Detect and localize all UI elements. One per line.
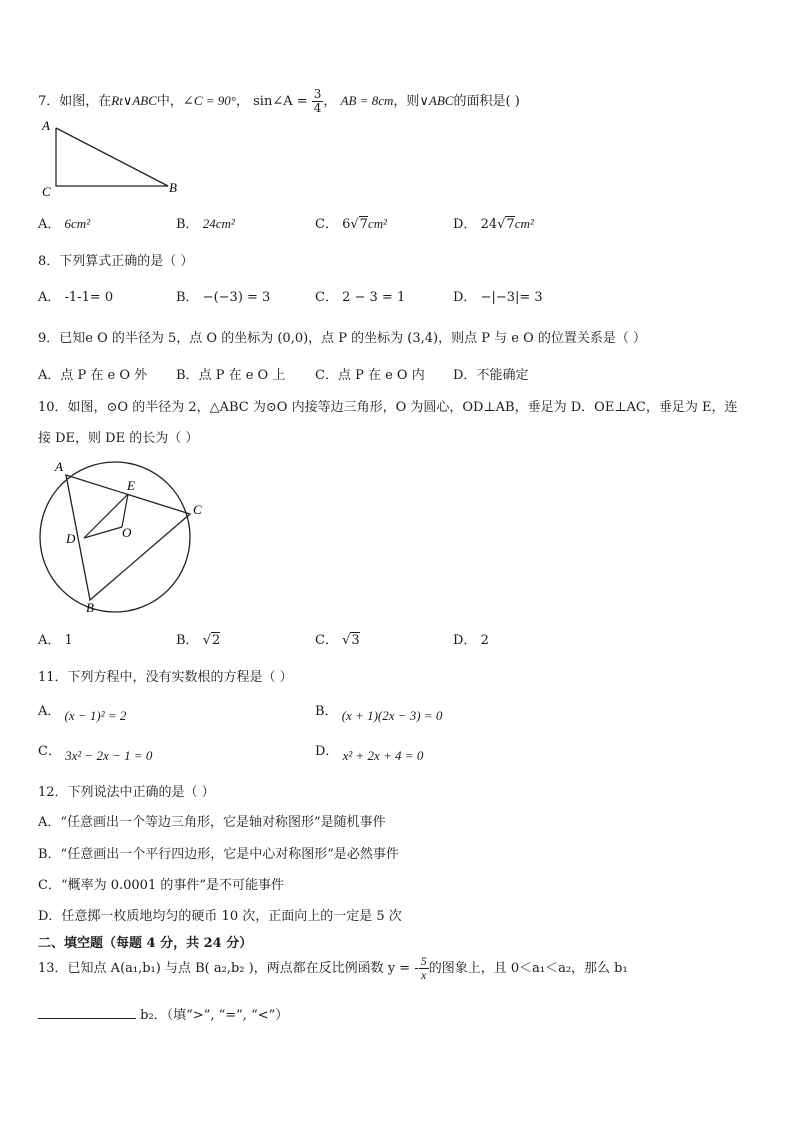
label-c: C	[42, 184, 51, 199]
q12-option-a: A．“任意画出一个等边三角形，它是轴对称图形”是随机事件	[38, 815, 386, 830]
q10-option-a: A． 1	[38, 633, 73, 648]
q13-stem: 13．已知点 A(a₁,b₁) 与点 B( a₂,b₂ )，两点都在反比例函数 y = - $\frac{5}{x}$ 的图象上，且 0＜a₁＜a₂，那么 b₁	[38, 954, 628, 982]
answer-blank[interactable]	[38, 1018, 136, 1019]
q13-fraction: $\frac{5}{x}$	[420, 954, 427, 982]
q12-stem: 12．下列说法中正确的是（ ）	[38, 785, 215, 800]
q10-stem-line1: 10．如图，⊙O 的半径为 2，△ABC 为⊙O 内接等边三角形，O 为圆心，OD⊥AB，垂足为 D．OE⊥AC，垂足为 E，连	[38, 400, 738, 415]
q7-option-b: B． 24cm²	[176, 216, 235, 232]
q12-option-c: C．“概率为 0.0001 的事件”是不可能事件	[38, 878, 284, 893]
circle-o	[40, 462, 190, 612]
q12-option-d: D．任意掷一枚质地均匀的硬币 10 次，正面向上的一定是 5 次	[38, 909, 402, 924]
q10-option-c: C． √3	[315, 633, 360, 648]
q9-option-c: C．点 P 在 e O 内	[315, 368, 425, 383]
q9-stem: 9．已知e O 的半径为 5，点 O 的坐标为 (0,0)，点 P 的坐标为 (3,4)，则点 P 与 e O 的位置关系是（ ）	[38, 331, 647, 346]
label-b: B	[86, 600, 94, 615]
q13-answer-line: b₂．（填“>”, “=”, “<”）	[38, 1004, 288, 1023]
label-o: O	[122, 525, 132, 540]
q11-option-d: D． x² + 2x + 4 = 0	[315, 744, 424, 763]
label-b: B	[169, 180, 177, 195]
q10-stem-line2: 接 DE，则 DE 的长为（ ）	[38, 431, 199, 446]
q9-option-d: D．不能确定	[453, 368, 529, 383]
q12-option-b: B．“任意画出一个平行四边形，它是中心对称图形”是必然事件	[38, 847, 399, 862]
q9-option-a: A．点 P 在 e O 外	[38, 368, 148, 383]
label-a: A	[42, 118, 50, 133]
q7-fraction: $\frac{3}{4}$	[313, 87, 322, 115]
label-d: D	[66, 531, 76, 546]
q7-option-c: C． 6√7cm²	[315, 216, 388, 232]
q10-option-b: B． √2	[176, 633, 221, 648]
q11-option-b: B． (x + 1)(2x − 3) = 0	[315, 704, 443, 723]
label-a: A	[55, 459, 63, 474]
section-heading: 二、填空题（每题 4 分，共 24 分）	[38, 936, 253, 951]
q8-stem: 8．下列算式正确的是（ ）	[38, 254, 194, 269]
q7-option-d: D． 24√7cm²	[453, 216, 534, 232]
q7-option-a: A． 6cm²	[38, 216, 91, 232]
q10-circle-figure	[36, 456, 216, 616]
triangle-abc	[56, 128, 168, 186]
q8-option-d: D． −|−3|= 3	[453, 290, 543, 305]
q8-option-c: C． 2 − 3 = 1	[315, 290, 406, 305]
q11-option-a: A． (x − 1)² = 2	[38, 704, 127, 723]
q10-option-d: D． 2	[453, 633, 489, 648]
q11-option-c: C． 3x² − 2x − 1 = 0	[38, 744, 153, 763]
q11-stem: 11．下列方程中，没有实数根的方程是（ ）	[38, 670, 293, 685]
label-e: E	[127, 478, 135, 493]
q7-stem: 7．如图，在Rt∨ABC中，∠C = 90°， sin∠A = $\frac{3}{4}$ ， AB = 8cm，则∨ABC的面积是( )	[38, 87, 520, 115]
q8-option-a: A． -1-1= 0	[38, 290, 114, 305]
q9-option-b: B．点 P 在 e O 上	[176, 368, 286, 383]
label-c: C	[193, 502, 202, 517]
q7-triangle-figure	[36, 118, 186, 200]
q8-option-b: B． −(−3) = 3	[176, 290, 271, 305]
